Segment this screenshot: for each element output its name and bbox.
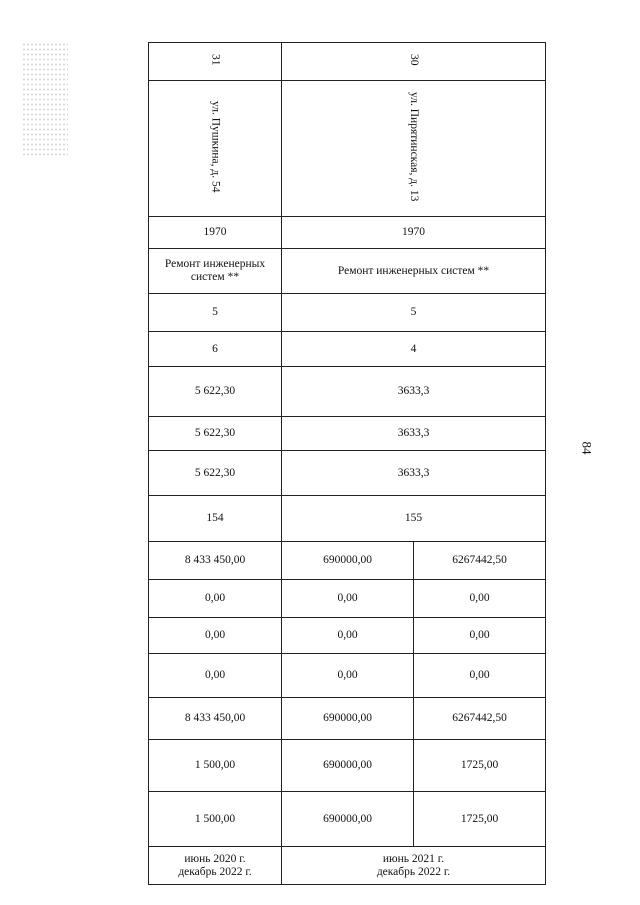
table-cell: 0,00 xyxy=(414,618,546,654)
table-cell: 1 500,00 xyxy=(149,792,282,847)
table-row xyxy=(149,740,546,792)
cell-text: 30 xyxy=(408,53,420,66)
table-cell: 1970 xyxy=(149,217,282,249)
term-end: декабрь 2022 г. xyxy=(376,865,451,878)
table-row xyxy=(149,618,546,654)
table-cell: 8 433 450,00 xyxy=(149,698,282,740)
term-end: декабрь 2022 г. xyxy=(178,865,252,878)
address-text: ул. Пушкина, д. 54 xyxy=(209,100,222,193)
table-cell: 154 xyxy=(149,496,282,542)
table-row xyxy=(149,332,546,367)
table-cell xyxy=(149,81,282,217)
table-cell: 0,00 xyxy=(149,580,282,618)
table-cell: 8 433 450,00 xyxy=(149,542,282,580)
table-cell: 5 622,30 xyxy=(149,417,282,451)
table-cell xyxy=(149,43,282,81)
table-cell: 5 622,30 xyxy=(149,451,282,496)
address-text: ул. Пирятинская, д. 13 xyxy=(408,91,420,202)
table-cell: 0,00 xyxy=(149,618,282,654)
scan-artifact xyxy=(22,42,68,158)
page-number: 84 xyxy=(579,441,595,455)
table-cell: 6267442,50 xyxy=(414,542,546,580)
table-cell: 5 xyxy=(282,294,546,332)
table-cell: 1725,00 xyxy=(414,792,546,847)
table-row xyxy=(149,542,546,580)
table-cell: 0,00 xyxy=(149,654,282,698)
table-row xyxy=(149,698,546,740)
table-cell: 3633,3 xyxy=(282,367,546,417)
table-cell: 155 xyxy=(282,496,546,542)
table-cell: 690000,00 xyxy=(282,698,414,740)
table-cell: 690000,00 xyxy=(282,792,414,847)
table-row xyxy=(149,580,546,618)
table-cell: 5 xyxy=(149,294,282,332)
table-row xyxy=(149,847,546,885)
table-cell: 0,00 xyxy=(282,580,414,618)
table-row xyxy=(149,792,546,847)
table-cell xyxy=(149,847,282,885)
data-table xyxy=(148,42,546,885)
table-row xyxy=(149,217,546,249)
table-cell: 3633,3 xyxy=(282,417,546,451)
table-cell: 0,00 xyxy=(282,654,414,698)
cell-text: Ремонт инженерных систем ** xyxy=(164,258,266,283)
table-cell: 0,00 xyxy=(414,580,546,618)
table-cell: 6267442,50 xyxy=(414,698,546,740)
term-start: июнь 2020 г. xyxy=(184,852,246,865)
table-cell: 6 xyxy=(149,332,282,367)
table-cell: 5 622,30 xyxy=(149,367,282,417)
table-row xyxy=(149,451,546,496)
table-row xyxy=(149,654,546,698)
table-cell: 3633,3 xyxy=(282,451,546,496)
table-cell: 1725,00 xyxy=(414,740,546,792)
table-cell: 4 xyxy=(282,332,546,367)
table-cell: 1 500,00 xyxy=(149,740,282,792)
table-row xyxy=(149,417,546,451)
term-start: июнь 2021 г. xyxy=(382,852,445,865)
table-row xyxy=(149,43,546,81)
table-row xyxy=(149,496,546,542)
table-row xyxy=(149,367,546,417)
table-cell: 1970 xyxy=(282,217,546,249)
table-row xyxy=(149,249,546,294)
table-row xyxy=(149,81,546,217)
table-cell xyxy=(149,249,282,294)
table-cell xyxy=(282,43,546,81)
table-cell: Ремонт инженерных систем ** xyxy=(282,249,546,294)
table-cell: 690000,00 xyxy=(282,542,414,580)
table-row xyxy=(149,294,546,332)
table-cell xyxy=(282,847,546,885)
table-cell: 0,00 xyxy=(282,618,414,654)
table-cell: 690000,00 xyxy=(282,740,414,792)
table-cell: 0,00 xyxy=(414,654,546,698)
table-cell xyxy=(282,81,546,217)
cell-text: 31 xyxy=(209,53,222,66)
